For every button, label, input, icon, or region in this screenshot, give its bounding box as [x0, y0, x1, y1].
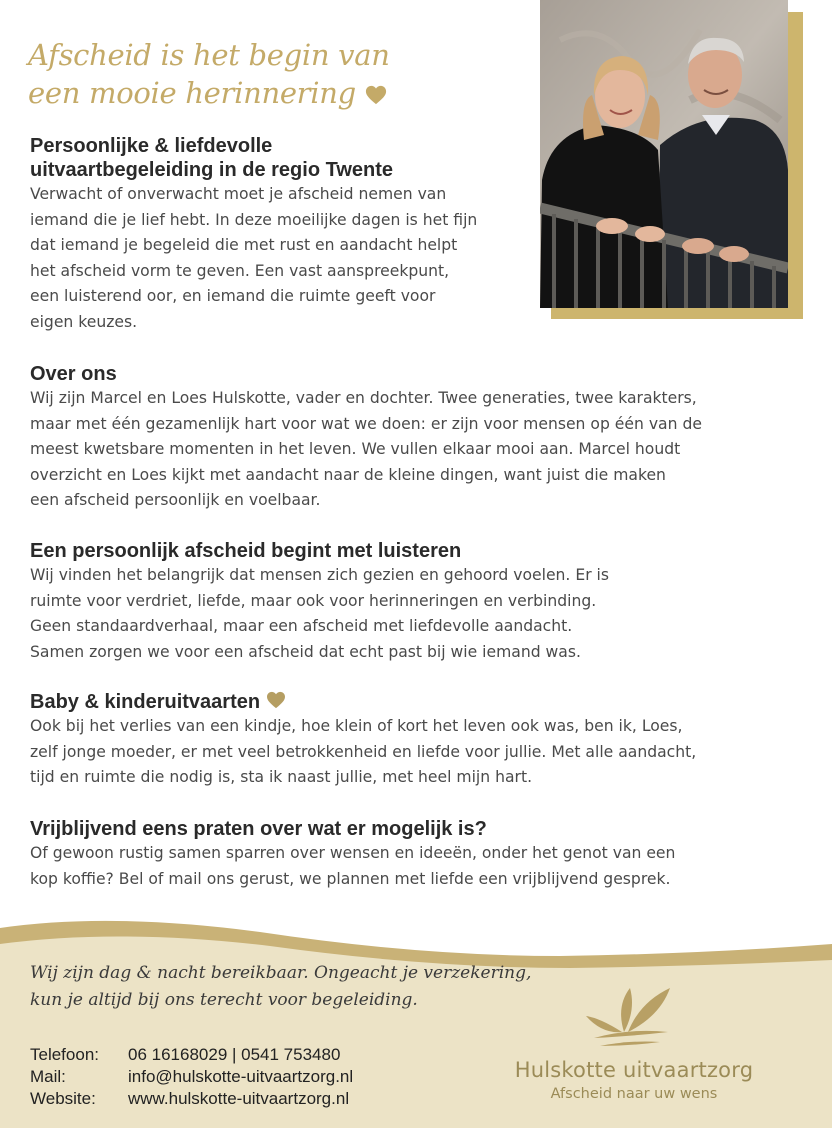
logo-subtitle: Afscheid naar uw wens [550, 1086, 718, 1102]
intro-line: een luisterend oor, en iemand die ruimte geeft voor [30, 287, 436, 305]
website-link[interactable]: www.hulskotte-uitvaartzorg.nl [128, 1089, 350, 1108]
intro-section [30, 134, 510, 335]
website-label: Website: [30, 1089, 96, 1108]
about-line: meest kwetsbare momenten in het leven. We vullen elkaar mooi aan. Marcel houdt [30, 440, 681, 458]
about-title: Over ons [30, 363, 117, 385]
about-text [30, 386, 810, 514]
logo-name: Hulskotte uitvaartzorg [514, 1058, 754, 1082]
intro-line: eigen keuzes. [30, 312, 138, 331]
intro-text [30, 182, 510, 335]
tagline-line-2: kun je altijd bij ons terecht voor begeleiding. [30, 990, 418, 1010]
listening-line: Wij vinden het belangrijk dat mensen zich gezien en gehoord voelen. Er is [30, 566, 610, 584]
tagline-line-1: Wij zijn dag & nacht bereikbaar. Ongeacht je verzekering, [30, 963, 532, 983]
listening-text [30, 563, 810, 665]
listening-section [30, 539, 810, 665]
contact-invite-title: Vrijblijvend eens praten over wat er mogelijk is? [30, 818, 487, 840]
leaf-logo-icon [584, 982, 676, 1052]
baby-section [30, 690, 810, 791]
mail-link[interactable]: info@hulskotte-uitvaartzorg.nl [128, 1067, 354, 1086]
phone-value[interactable]: 06 16168029 | 0541 753480 [128, 1045, 341, 1064]
contact-invite-line: Of gewoon rustig samen sparren over wensen en ideeën, onder het genot van een [30, 844, 676, 862]
intro-title-line-1: Persoonlijke & liefdevolle [30, 135, 273, 157]
intro-line: het afscheid vorm te geven. Een vast aanspreekpunt, [30, 261, 450, 280]
heart-icon [365, 84, 387, 106]
baby-title-text: Baby & kinderuitvaarten [30, 691, 261, 713]
intro-line: Verwacht of onverwacht moet je afscheid nemen van [30, 185, 447, 203]
baby-line: Ook bij het verlies van een kindje, hoe klein of kort het leven ook was, ben ik, Loes, [30, 717, 683, 735]
about-line: een afscheid persoonlijk en voelbaar. [30, 491, 321, 509]
about-line: maar met één gezamenlijk hart voor wat we doen: er zijn voor mensen op één van de [30, 414, 702, 433]
contact-invite-text [30, 841, 810, 892]
mail-label: Mail: [30, 1067, 66, 1086]
contact-invite-line: kop koffie? Bel of mail ons gerust, we plannen met liefde een vrijblijvend gesprek. [30, 869, 671, 888]
headline-line-1: Afscheid is het begin van [28, 38, 390, 72]
baby-line: zelf jonge moeder, er met veel betrokkenheid en liefde voor jullie. Met alle aandacht, [30, 742, 697, 761]
intro-title [30, 134, 510, 182]
baby-title [30, 690, 810, 714]
listening-line: ruimte voor verdriet, liefde, maar ook voor herinneringen en verbinding. [30, 591, 597, 610]
baby-line: tijd en ruimte die nodig is, sta ik naast jullie, met heel mijn hart. [30, 768, 533, 786]
baby-text [30, 714, 810, 791]
footer-tagline [30, 960, 590, 1014]
intro-title-line-2: uitvaartbegeleiding in de regio Twente [30, 159, 394, 181]
contact-row-mail [30, 1066, 353, 1088]
headline-line-2: een mooie herinnering [28, 76, 356, 110]
about-line: overzicht en Loes kijkt met aandacht naar de kleine dingen, want juist die maken [30, 465, 666, 484]
listening-line: Geen standaardverhaal, maar een afscheid met liefdevolle aandacht. [30, 617, 573, 635]
contact-row-phone [30, 1044, 353, 1066]
contact-row-website [30, 1088, 353, 1110]
intro-line: iemand die je lief hebt. In deze moeilijke dagen is het fijn [30, 210, 478, 229]
about-section [30, 362, 810, 514]
headline [28, 36, 498, 112]
about-line: Wij zijn Marcel en Loes Hulskotte, vader en dochter. Twee generaties, twee karakters, [30, 389, 697, 407]
phone-label: Telefoon: [30, 1045, 99, 1064]
contact-details [30, 1044, 353, 1110]
listening-line: Samen zorgen we voor een afscheid dat echt past bij wie iemand was. [30, 642, 581, 661]
contact-invite-section [30, 817, 810, 892]
heart-icon [266, 691, 286, 709]
portrait-photo [540, 0, 788, 308]
intro-line: dat iemand je begeleid die met rust en aandacht helpt [30, 236, 458, 254]
listening-title: Een persoonlijk afscheid begint met luisteren [30, 540, 462, 562]
